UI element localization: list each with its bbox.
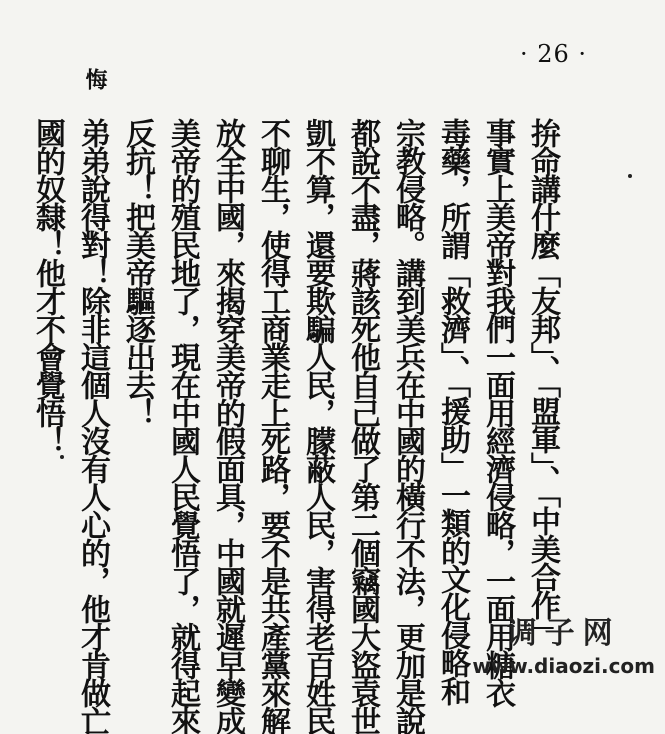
text-column: 凱不算，還要欺騙人民，朦蔽人民，害得老百姓民	[300, 118, 335, 734]
ink-speck	[628, 174, 632, 178]
text-column: 國的奴隸！他才不會覺悟！	[30, 118, 65, 454]
text-column: 反抗！把美帝驅逐出去！	[120, 118, 155, 426]
text-column: 都說不盡，蔣該死他自己做了第二個竊國大盜袁世	[345, 118, 380, 734]
text-column: 弟弟說得對！除非這個人沒有人心的，他才肯做亡	[75, 118, 110, 734]
text-column: 不聊生，使得工商業走上死路，要不是共產黨來解	[255, 118, 290, 734]
text-column: 宗教侵略。講到美兵在中國的橫行不法，更加是說	[390, 118, 425, 734]
ink-speck	[60, 455, 64, 459]
text-column: 美帝的殖民地了，現在中國人民覺悟了，就得起來	[165, 118, 200, 734]
page-number: · 26 ·	[520, 40, 588, 68]
watermark-title: 调子网	[506, 616, 621, 651]
watermark	[472, 608, 655, 678]
running-head: 悔	[82, 68, 108, 90]
watermark-url: www.diaozi.com	[472, 654, 655, 678]
text-column: 拚命講什麼「友邦」、「盟軍」、「中美合作」	[525, 118, 560, 646]
text-column: 事實上美帝對我們一面用經濟侵略，一面用糖衣	[480, 118, 515, 706]
text-column: 放全中國，來揭穿美帝的假面具，中國就遲早變成	[210, 118, 245, 734]
text-column: 毒藥，所謂「救濟」、「援助」一類的文化侵略和	[435, 118, 470, 704]
